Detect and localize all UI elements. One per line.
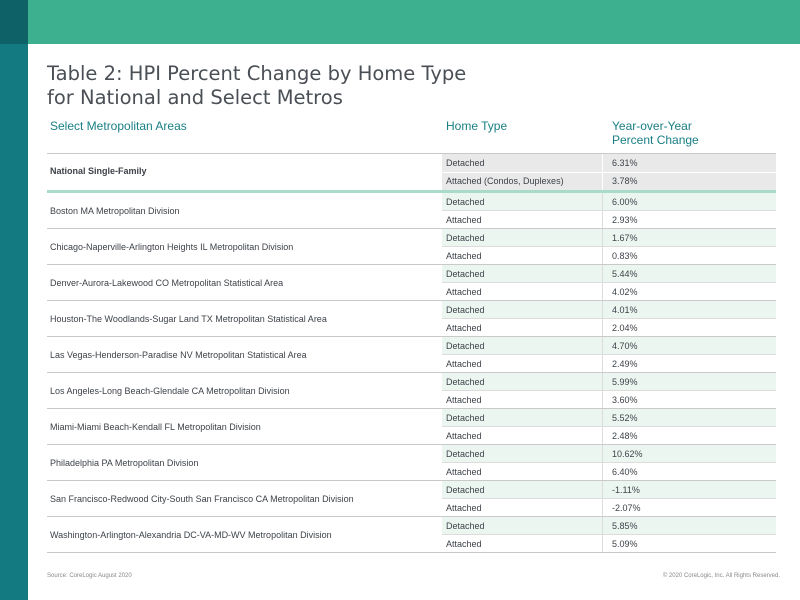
cell-divider <box>602 301 603 319</box>
metro-name: Las Vegas-Henderson-Paradise NV Metropolitan Statistical Area <box>50 350 307 360</box>
cell-divider <box>602 427 603 445</box>
detached-subrow <box>442 373 776 391</box>
left-accent-bar <box>0 0 28 600</box>
table-row <box>47 337 776 373</box>
cell-divider <box>602 193 603 211</box>
yoy-value: 5.99% <box>612 377 638 387</box>
home-type-label: Detached <box>446 341 485 351</box>
column-header-home-type: Home Type <box>446 119 508 133</box>
home-type-label: Detached <box>446 233 485 243</box>
cell-divider <box>602 463 603 481</box>
yoy-value: -2.07% <box>612 503 641 513</box>
national-detached-type: Detached <box>446 158 485 168</box>
copyright-note: © 2020 CoreLogic, Inc. All Rights Reserved. <box>662 573 780 579</box>
column-header-area: Select Metropolitan Areas <box>50 119 187 133</box>
home-type-label: Attached <box>446 503 482 513</box>
metro-name: Boston MA Metropolitan Division <box>50 206 180 216</box>
cell-divider <box>602 247 603 265</box>
yoy-value: 4.02% <box>612 287 638 297</box>
column-header-yoy <box>612 119 699 147</box>
table-row <box>47 445 776 481</box>
home-type-label: Attached <box>446 323 482 333</box>
table-row <box>47 229 776 265</box>
column-header-yoy-line1: Year-over-Year <box>612 119 692 133</box>
detached-subrow <box>442 301 776 319</box>
page-title <box>47 62 647 110</box>
detached-subrow <box>442 445 776 463</box>
detached-subrow <box>442 193 776 211</box>
home-type-label: Attached <box>446 287 482 297</box>
attached-subrow <box>442 355 776 373</box>
home-type-label: Attached <box>446 539 482 549</box>
yoy-value: 3.60% <box>612 395 638 405</box>
metro-name: Philadelphia PA Metropolitan Division <box>50 458 199 468</box>
detached-subrow <box>442 337 776 355</box>
column-header-yoy-line2: Percent Change <box>612 133 699 147</box>
attached-subrow <box>442 535 776 553</box>
home-type-label: Attached <box>446 215 482 225</box>
source-note: Source: CoreLogic August 2020 <box>47 573 132 579</box>
cell-divider <box>602 265 603 283</box>
left-accent-bar-top <box>0 0 28 44</box>
detached-subrow <box>442 409 776 427</box>
yoy-value: 5.09% <box>612 539 638 549</box>
attached-subrow <box>442 499 776 517</box>
yoy-value: 2.93% <box>612 215 638 225</box>
yoy-value: 2.49% <box>612 359 638 369</box>
home-type-label: Detached <box>446 413 485 423</box>
cell-divider <box>602 229 603 247</box>
national-column-divider <box>602 154 603 190</box>
national-row-divider <box>442 172 776 173</box>
attached-subrow <box>442 463 776 481</box>
home-type-label: Detached <box>446 485 485 495</box>
yoy-value: 2.48% <box>612 431 638 441</box>
home-type-label: Attached <box>446 431 482 441</box>
cell-divider <box>602 355 603 373</box>
home-type-label: Detached <box>446 449 485 459</box>
yoy-value: 5.85% <box>612 521 638 531</box>
yoy-value: 2.04% <box>612 323 638 333</box>
yoy-value: 6.00% <box>612 197 638 207</box>
table-row <box>47 265 776 301</box>
table-row <box>47 409 776 445</box>
metro-name: Los Angeles-Long Beach-Glendale CA Metropolitan Division <box>50 386 290 396</box>
yoy-value: 4.01% <box>612 305 638 315</box>
detached-subrow <box>442 517 776 535</box>
metro-name: Chicago-Naperville-Arlington Heights IL Metropolitan Division <box>50 242 294 252</box>
cell-divider <box>602 283 603 301</box>
yoy-value: 5.52% <box>612 413 638 423</box>
table-row <box>47 517 776 553</box>
home-type-label: Detached <box>446 269 485 279</box>
cell-divider <box>602 535 603 553</box>
yoy-value: -1.11% <box>612 485 640 495</box>
cell-divider <box>602 409 603 427</box>
home-type-label: Attached <box>446 467 482 477</box>
national-label: National Single-Family <box>50 166 147 176</box>
table-row <box>47 373 776 409</box>
national-attached-type: Attached (Condos, Duplexes) <box>446 176 564 186</box>
metro-name: Denver-Aurora-Lakewood CO Metropolitan Statistical Area <box>50 278 284 288</box>
home-type-label: Detached <box>446 305 485 315</box>
metro-name: Washington-Arlington-Alexandria DC-VA-MD-WV Metropolitan Division <box>50 530 332 540</box>
cell-divider <box>602 481 603 499</box>
yoy-value: 4.70% <box>612 341 638 351</box>
national-attached-value: 3.78% <box>612 176 638 186</box>
yoy-value: 0.83% <box>612 251 638 261</box>
home-type-label: Detached <box>446 521 485 531</box>
cell-divider <box>602 373 603 391</box>
yoy-value: 1.67% <box>612 233 638 243</box>
home-type-label: Attached <box>446 395 482 405</box>
home-type-label: Detached <box>446 197 485 207</box>
detached-subrow <box>442 229 776 247</box>
cell-divider <box>602 499 603 517</box>
yoy-value: 6.40% <box>612 467 638 477</box>
top-accent-bar <box>28 0 800 44</box>
cell-divider <box>602 337 603 355</box>
cell-divider <box>602 211 603 229</box>
attached-subrow <box>442 247 776 265</box>
attached-subrow <box>442 211 776 229</box>
cell-divider <box>602 517 603 535</box>
attached-subrow <box>442 283 776 301</box>
metro-name: San Francisco-Redwood City-South San Francisco CA Metropolitan Division <box>50 494 354 504</box>
home-type-label: Attached <box>446 359 482 369</box>
attached-subrow <box>442 319 776 337</box>
yoy-value: 10.62% <box>612 449 643 459</box>
cell-divider <box>602 319 603 337</box>
home-type-label: Attached <box>446 251 482 261</box>
row-divider <box>47 552 776 553</box>
attached-subrow <box>442 391 776 409</box>
table-row <box>47 301 776 337</box>
detached-subrow <box>442 481 776 499</box>
table-row <box>47 193 776 229</box>
title-line-1: Table 2: HPI Percent Change by Home Type <box>47 62 467 85</box>
home-type-label: Detached <box>446 377 485 387</box>
table-row <box>47 481 776 517</box>
title-line-2: for National and Select Metros <box>47 86 343 109</box>
metro-name: Houston-The Woodlands-Sugar Land TX Metropolitan Statistical Area <box>50 314 327 324</box>
cell-divider <box>602 391 603 409</box>
metro-name: Miami-Miami Beach-Kendall FL Metropolitan Division <box>50 422 261 432</box>
yoy-value: 5.44% <box>612 269 638 279</box>
attached-subrow <box>442 427 776 445</box>
national-detached-value: 6.31% <box>612 158 638 168</box>
cell-divider <box>602 445 603 463</box>
detached-subrow <box>442 265 776 283</box>
